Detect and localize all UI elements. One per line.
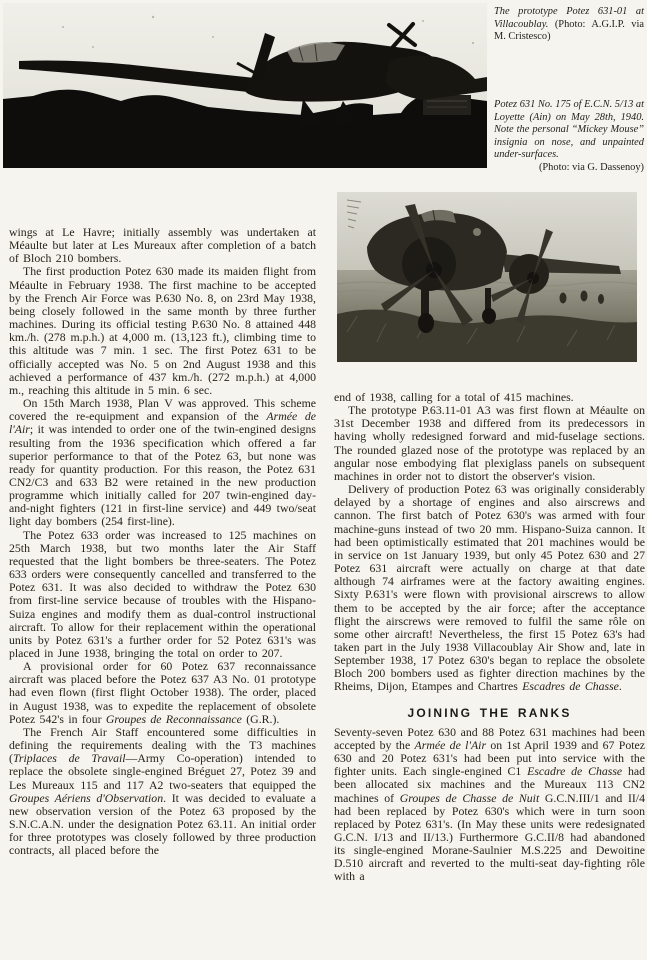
aircraft-field-photo-graphic <box>337 192 637 362</box>
photo-caption-no175-block <box>494 99 644 174</box>
section-heading: JOINING THE RANKS <box>407 705 572 720</box>
right-column <box>334 391 645 957</box>
photo-caption-prototype: The prototype Potez 631-01 at Villacoublay. (Photo: A.G.I.P. via M. Cristesco) <box>494 6 644 42</box>
body-paragraph: A provisional order for 60 Potez 637 reconnaissance aircraft was placed before the Potez 637 A3 No. 01 prototype had even flown (first flight October 1938). The order, placed in August 1938, was to expedite the replacement of obsolete Potez 542's in four Groupes de Reconnaissance (G.R.). <box>9 659 316 726</box>
photo-potez-631-no175 <box>337 192 637 362</box>
body-paragraph: end of 1938, calling for a total of 415 machines. <box>334 391 574 404</box>
body-paragraph: The prototype P.63.11-01 A3 was first flown at Méaulte on 31st December 1938 and differed from its predecessors in having wholly redesigned forward and mid-fuselage sections. The rounded glazed nose of the prototype was replaced by an angular nose embodying flat plexiglass panels on subsequent machines in order not to distort the observer's vision. <box>334 403 645 483</box>
photo-caption-no175: Potez 631 No. 175 of E.C.N. 5/13 at Loyette (Ain) on May 28th, 1940. Note the personal “Mickey Mouse” insignia on nose, and unpainted under-surfaces. <box>494 99 644 160</box>
left-column <box>9 226 316 957</box>
photo-caption-no175-credit: (Photo: via G. Dassenoy) <box>538 161 644 173</box>
aircraft-silhouette-photo-graphic <box>3 3 487 168</box>
body-paragraph: Seventy-seven Potez 630 and 88 Potez 631 machines had been accepted by the Armée de l'Air on 1st April 1939 and 67 Potez 630 and 20 Potez 631's had been put into service with the fighter units. Each single-engined C1 Escadre de Chasse had been allocated six machines and the Mureaux 113 CN2 machines of Groupes de Chasse de Nuit G.C.N.III/1 and II/4 had been replaced by Potez 630's which were in turn soon replaced by Potez 631's. (In May these units were redesignated G.C.N. I/13 and II/13.) Furthermore G.C.II/8 had abandoned its single-engined Morane-Saulnier M.S.225 and Dewoitine D.510 aircraft and reverted to the multi-seat day-fighting rôle with a <box>334 724 645 884</box>
body-paragraph: Delivery of production Potez 63 was originally considerably delayed by a shortage of engines and also airscrews and cannon. The first batch of Potez 630's was armed with four machine-guns instead of two 20 mm. Hispano-Suiza cannon. It had been optimistically estimated that 201 machines would be in service on 1st January 1939, but only 45 Potez 630 and 27 Potez 631 aircraft were actually on charge at that date although 74 airframes were at the factory awaiting engines. Sixty P.631's were flown with provisional airscrews to allow them to be accepted by the air force; after the acceptance flight the airscrews were removed to fulfil the same rôle on some other aircraft! Nevertheless, the first 15 Potez 63's had taken part in the July 1938 Villacoublay Air Show and, late in September 1938, 17 Potez 630's began to replace the obsolete Bloch 200 bombers used as fighter direction machines by the Rheims, Dijon, Etampes and Chartres Escadres de Chasse. <box>334 482 645 694</box>
body-paragraph: wings at Le Havre; initially assembly was undertaken at Méaulte but later at Les Mureaux after completion of a batch of Bloch 210 bombers. <box>9 226 316 266</box>
body-paragraph: On 15th March 1938, Plan V was approved. This scheme covered the re-equipment and expansion of the Armée de l'Air; it was intended to order one of the twin-engined designs resulting from the 1936 specification which offered a far superior performance to that of the Potez 63, but none was ready for quantity production. For this reason, the Potez 631 CN2/C3 and 633 B2 were retained in the new production programme which initially called for 207 twin-engined day-and-night fighters (121 in first-line service) and 449 two/seat light day bombers (254 first-line). <box>9 396 316 529</box>
body-paragraph: The first production Potez 630 made its maiden flight from Méaulte in February 1938. The first machine to be accepted by the French Air Force was P.630 No. 8, on 23rd May 1938, being closely followed in the same month by three further machines. During its official testing P.630 No. 8 attained 448 km./h. (278 m.p.h.) at 4,000 m. (13,123 ft.), climbing time to this altitude was 7 min. 1 sec. The first Potez 631 to be officially accepted was No. 5 on 2nd August 1938 and this achieved a performance of 437 km./h. (272 m.p.h.) at 4,000 m., reaching this altitude in 5 min. 6 sec. <box>9 264 316 397</box>
body-paragraph: The Potez 633 order was increased to 125 machines on 25th March 1938, but two months later the Air Staff requested that the light bombers be three-seaters. The Potez 633 orders were consequently cancelled and transferred to the Potez 631. It was also decided to withdraw the Potez 630 from first-line service because of troubles with the Hispano-Suiza engines and modify them as dual-control instructional aircraft. To allow for their replacement within the operational units by Potez 631's a further order for 52 Potez 631's was placed in June 1938, bringing the total on order to 207. <box>9 527 316 660</box>
photo-potez-631-prototype <box>3 3 487 168</box>
body-paragraph: The French Air Staff encountered some difficulties in defining the requirements dealing with the T3 machines (Triplaces de Travail—Army Co-operation) intended to replace the obsolete single-engined Bréguet 27, Potez 39 and Les Mureaux 115 and 117 A2 two-seaters that equipped the Groupes Aériens d'Observation. It was decided to evaluate a new observation version of the Potez 63 proposed by the S.N.C.A.N. under the designation Potez 63.11. An initial order for three prototypes was closely followed by three production contracts, all placed before the <box>9 724 316 858</box>
